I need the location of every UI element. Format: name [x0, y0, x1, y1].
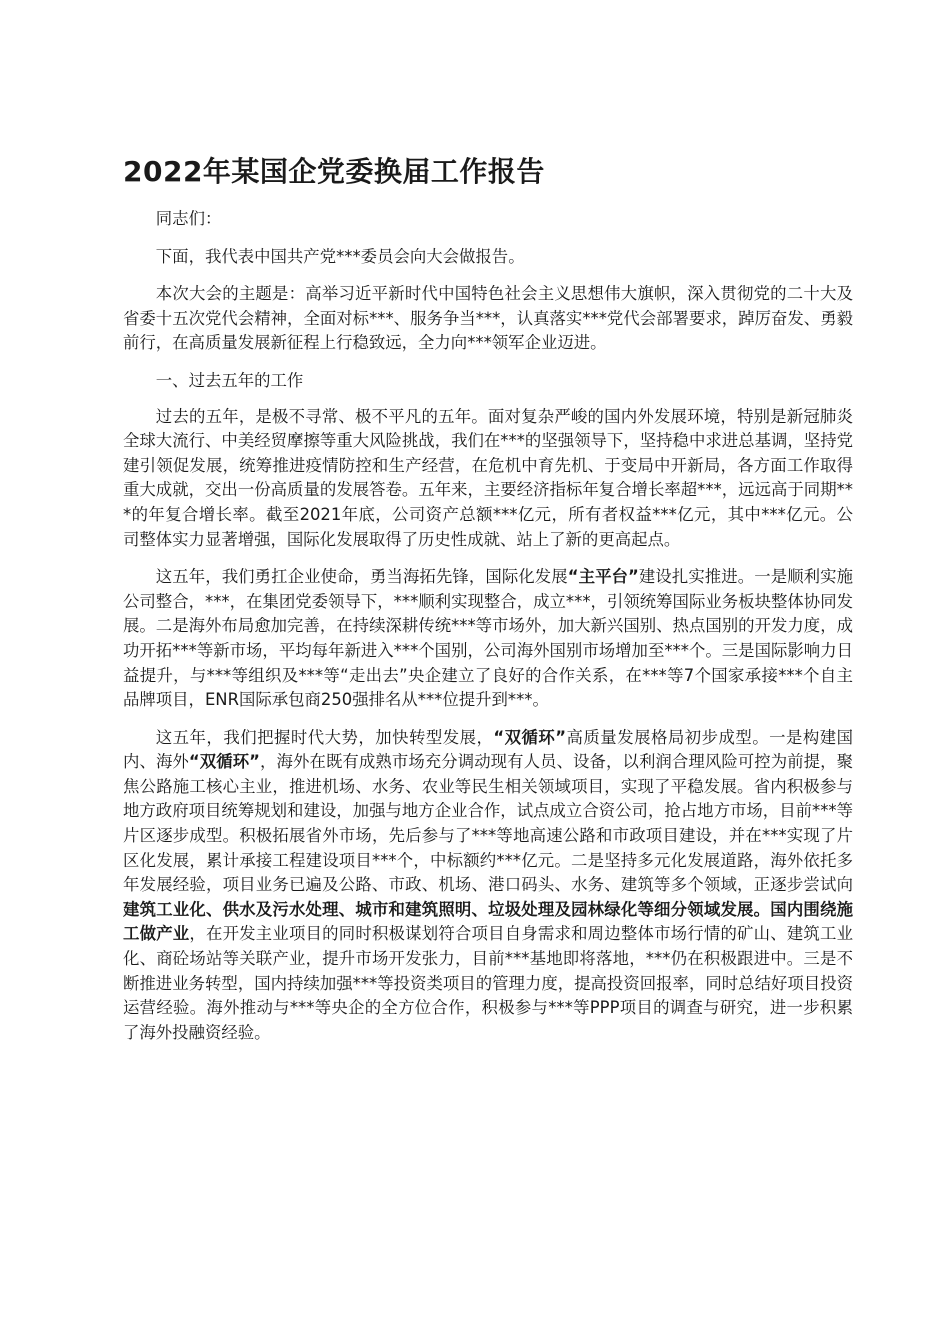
intro-paragraph: 下面，我代表中国共产党***委员会向大会做报告。 [155, 246, 525, 266]
paragraph-internationalization [123, 565, 853, 713]
bold-phrase: “双循环” [493, 727, 567, 747]
text-run: 高质量发展格局初步成型。一是构建国内、海外 [123, 727, 854, 772]
section-heading: 一、过去五年的工作 [155, 370, 304, 390]
text-run: 这五年，我们勇扛企业使命，勇当海拓先锋，国际化发展 [155, 567, 568, 587]
text-run: 这五年，我们把握时代大势，加快转型发展， [155, 727, 494, 747]
text-run: ，海外在既有成熟市场充分调动现有人员、设备，以利润合理风险可控为前提，聚焦公路施工核心主业，推进机场、水务、农业等民生相关领域项目，实现了平稳发展。省内积极参与地方政府项目统筹规划和建设，加强与地方企业合作，试点成立合资公司，抢占地方市场，目前***等片区逐步成型。积极拓展省外市场，先后参与了***等地高速公路和市政项目建设，并在***实现了片区化发展，累计承接工程建设项目***个，中标额约***亿元。二是坚持多元化发展道路，海外依托多年发展经验，项目业务已遍及公路、市政、机场、港口码头、水务、建筑等多个领域，正逐步尝试向 [123, 752, 854, 895]
text-run: ，在开发主业项目的同时积极谋划符合项目自身需求和周边整体市场行情的矿山、建筑工业化、商砼场站等关联产业，提升市场开发张力，目前***基地即将落地，***仍在积极跟进中。三是不断推进业务转型，国内持续加强***等投资类项目的管理力度，提高投资回报率，同时总结好项目投资运营经验。海外推动与***等央企的全方位合作，积极参与***等PPP项目的调查与研究，进一步积累了海外投融资经验。 [123, 924, 854, 1042]
document-body [123, 207, 853, 1058]
document-title: 2022年某国企党委换届工作报告 [123, 155, 545, 188]
bold-phrase: “双循环” [188, 752, 260, 772]
paragraph-dual-circulation [123, 726, 853, 1046]
bold-phrase: 建筑工业化、供水及污水处理、城市和建筑照明、垃圾处理及园林绿化等细分领域发展。国内围绕施工做产业 [123, 899, 853, 944]
text-run: 建设扎实推进。一是顺利实施公司整合，***，在集团党委领导下，***顺利实现整合，成立***，引领统筹国际业务板块整体协同发展。二是海外布局愈加完善，在持续深耕传统***等市场外，加大新兴国别、热点国别的开发力度，成功开拓***等新市场，平均每年新进入***个国别，公司海外国别市场增加至***个。三是国际影响力日益提升，与***等组织及***等“走出去”央企建立了良好的合作关系，在***等7个国家承接***个自主品牌项目，ENR国际承包商250强排名从***位提升到***。 [123, 567, 854, 710]
theme-paragraph: 本次大会的主题是：高举习近平新时代中国特色社会主义思想伟大旗帜，深入贯彻党的二十大及省委十五次党代会精神，全面对标***、服务争当***，认真落实***党代会部署要求，踔厉奋发、勇毅前行，在高质量发展新征程上行稳致远，全力向***领军企业迈进。 [123, 284, 853, 353]
paragraph-past-five-years: 过去的五年，是极不寻常、极不平凡的五年。面对复杂严峻的国内外发展环境，特别是新冠肺炎全球大流行、中美经贸摩擦等重大风险挑战，我们在***的坚强领导下，坚持稳中求进总基调，坚持党建引领促发展，统筹推进疫情防控和生产经营，在危机中育先机、于变局中开新局，各方面工作取得重大成就，交出一份高质量的发展答卷。五年来，主要经济指标年复合增长率超***，远远高于同期***的年复合增长率。截至2021年底，公司资产总额***亿元，所有者权益***亿元，其中***亿元。公司整体实力显著增强，国际化发展取得了历史性成就、站上了新的更高起点。 [123, 406, 853, 549]
bold-phrase: “主平台” [567, 567, 639, 587]
salutation: 同志们： [155, 209, 222, 228]
